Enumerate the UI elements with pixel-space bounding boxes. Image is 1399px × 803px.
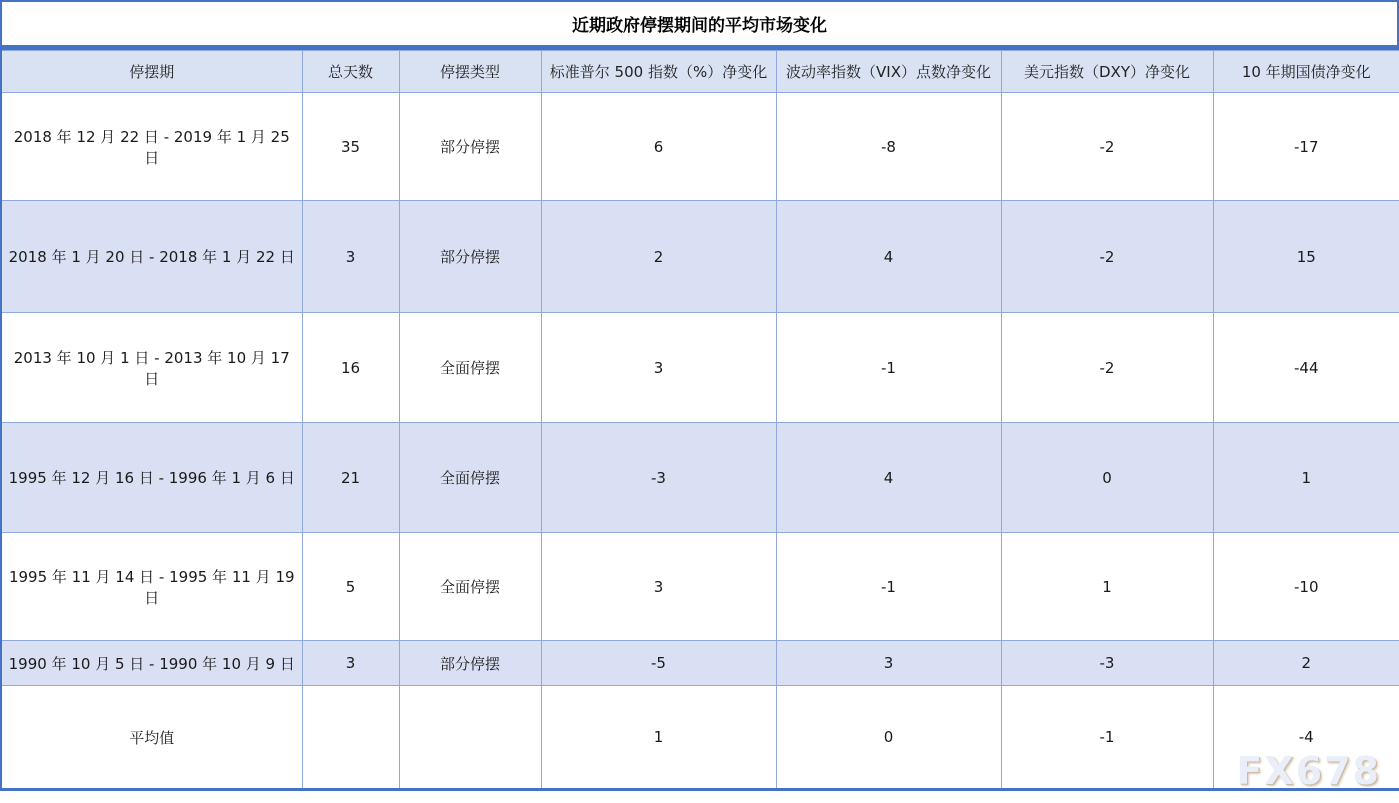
- table-row: [1, 93, 1399, 201]
- column-header-shutdown-type: 停摆类型: [399, 51, 541, 93]
- cell-shutdown-type: [399, 686, 541, 790]
- cell-sp500: -5: [541, 641, 776, 686]
- cell-treasury: -44: [1213, 313, 1399, 423]
- cell-dxy: -2: [1001, 201, 1213, 313]
- cell-sp500: -3: [541, 423, 776, 533]
- cell-sp500: 3: [541, 533, 776, 641]
- column-header-total-days: 总天数: [302, 51, 399, 93]
- shutdown-market-table: [0, 50, 1399, 791]
- cell-treasury: 2: [1213, 641, 1399, 686]
- cell-shutdown-type: 部分停摆: [399, 641, 541, 686]
- fx678-watermark: FX678: [1236, 749, 1381, 793]
- cell-vix: -1: [776, 533, 1001, 641]
- cell-shutdown-type: 全面停摆: [399, 313, 541, 423]
- cell-average-label: 平均值: [1, 686, 302, 790]
- cell-dxy: -2: [1001, 93, 1213, 201]
- cell-vix: 4: [776, 201, 1001, 313]
- cell-dxy: -2: [1001, 313, 1213, 423]
- cell-vix: -8: [776, 93, 1001, 201]
- cell-vix: 3: [776, 641, 1001, 686]
- cell-total-days: 21: [302, 423, 399, 533]
- cell-vix: 0: [776, 686, 1001, 790]
- cell-sp500: 2: [541, 201, 776, 313]
- cell-shutdown-type: 全面停摆: [399, 533, 541, 641]
- cell-total-days: 3: [302, 641, 399, 686]
- table-row-average: [1, 686, 1399, 790]
- cell-total-days: 35: [302, 93, 399, 201]
- cell-treasury: -17: [1213, 93, 1399, 201]
- table-row: [1, 533, 1399, 641]
- page-title: 近期政府停摆期间的平均市场变化: [0, 0, 1399, 50]
- cell-total-days: 3: [302, 201, 399, 313]
- cell-dxy: 1: [1001, 533, 1213, 641]
- cell-period: 2018 年 12 月 22 日 - 2019 年 1 月 25 日: [1, 93, 302, 201]
- cell-period: 2018 年 1 月 20 日 - 2018 年 1 月 22 日: [1, 201, 302, 313]
- cell-treasury: -4: [1213, 686, 1399, 790]
- column-header-vix-change: 波动率指数（VIX）点数净变化: [776, 51, 1001, 93]
- cell-dxy: -1: [1001, 686, 1213, 790]
- cell-treasury: -10: [1213, 533, 1399, 641]
- cell-vix: -1: [776, 313, 1001, 423]
- column-header-treasury-change: 10 年期国债净变化: [1213, 51, 1399, 93]
- table-row: [1, 641, 1399, 686]
- table-row: [1, 313, 1399, 423]
- cell-period: 2013 年 10 月 1 日 - 2013 年 10 月 17 日: [1, 313, 302, 423]
- cell-total-days: 5: [302, 533, 399, 641]
- cell-period: 1995 年 11 月 14 日 - 1995 年 11 月 19 日: [1, 533, 302, 641]
- header-row: [1, 51, 1399, 93]
- cell-period: 1990 年 10 月 5 日 - 1990 年 10 月 9 日: [1, 641, 302, 686]
- table-row: [1, 201, 1399, 313]
- cell-vix: 4: [776, 423, 1001, 533]
- table-row: [1, 423, 1399, 533]
- cell-sp500: 1: [541, 686, 776, 790]
- cell-shutdown-type: 部分停摆: [399, 201, 541, 313]
- cell-total-days: 16: [302, 313, 399, 423]
- cell-treasury: 1: [1213, 423, 1399, 533]
- column-header-dxy-change: 美元指数（DXY）净变化: [1001, 51, 1213, 93]
- cell-dxy: 0: [1001, 423, 1213, 533]
- cell-sp500: 3: [541, 313, 776, 423]
- cell-sp500: 6: [541, 93, 776, 201]
- column-header-sp500-change: 标准普尔 500 指数（%）净变化: [541, 51, 776, 93]
- cell-dxy: -3: [1001, 641, 1213, 686]
- cell-treasury: 15: [1213, 201, 1399, 313]
- cell-period: 1995 年 12 月 16 日 - 1996 年 1 月 6 日: [1, 423, 302, 533]
- cell-shutdown-type: 部分停摆: [399, 93, 541, 201]
- column-header-shutdown-period: 停摆期: [1, 51, 302, 93]
- cell-shutdown-type: 全面停摆: [399, 423, 541, 533]
- cell-total-days: [302, 686, 399, 790]
